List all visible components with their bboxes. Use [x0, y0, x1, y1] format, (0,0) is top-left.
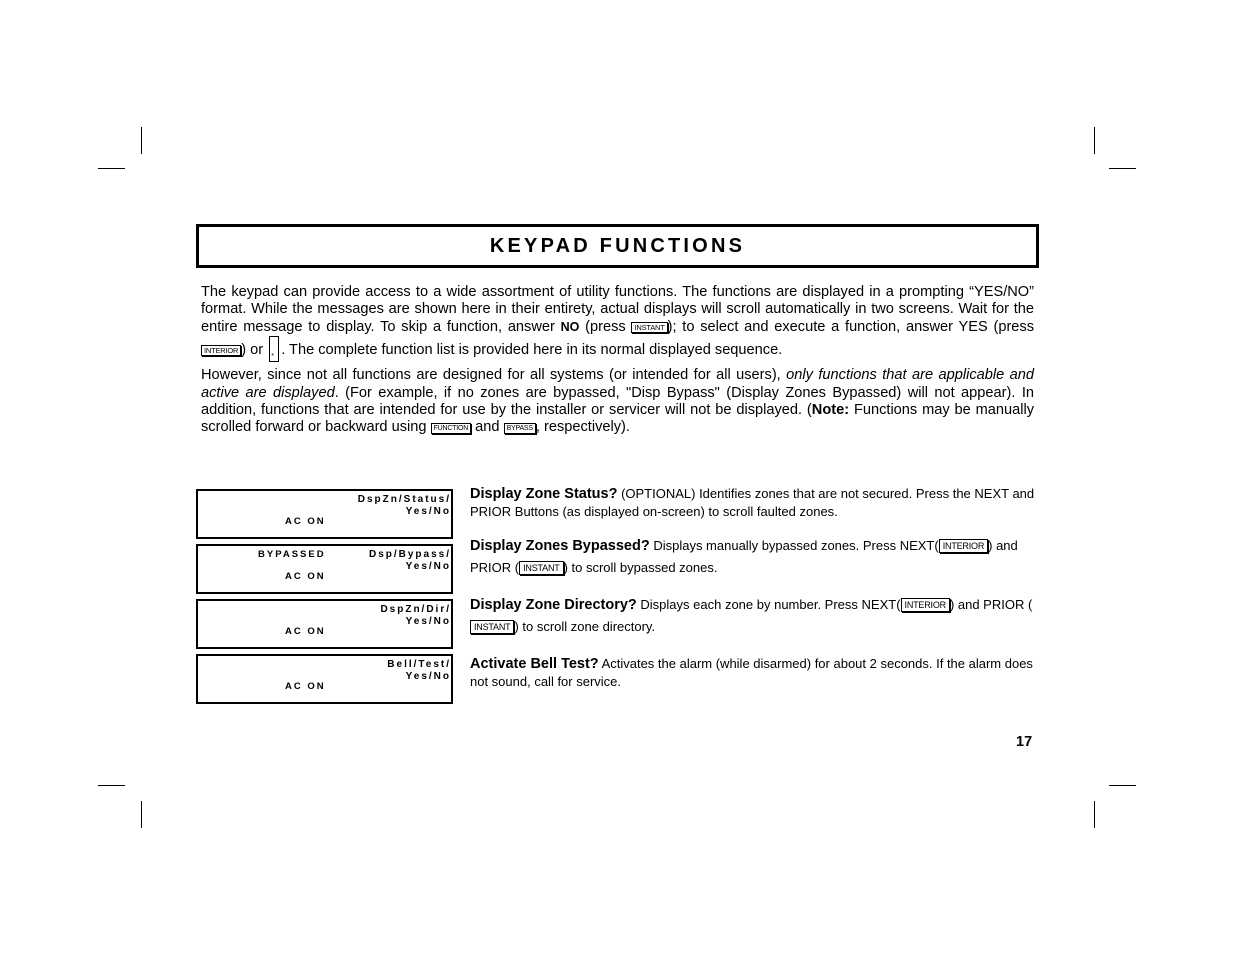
lcd-line-2: Yes/No — [405, 561, 451, 572]
function-text: ) to scroll zone directory. — [514, 619, 656, 634]
lcd-status: AC ON — [285, 626, 326, 637]
lcd-line-1: DspZn/Status/ — [357, 494, 451, 505]
crop-mark — [1109, 168, 1136, 169]
crop-mark — [141, 801, 142, 828]
crop-mark — [1094, 801, 1095, 828]
crop-mark — [1094, 127, 1095, 154]
function-description — [470, 535, 1040, 578]
function-heading: Display Zone Directory? — [470, 597, 637, 613]
function-heading: Activate Bell Test? — [470, 656, 599, 672]
intro-text-1: The keypad can provide access to a wide assortment of utility functions. The functions are displayed in a prompting “YES/NO” format. While the messages are shown here in their entirety, actual displays will scroll automatically in two screens. Wait for the entire message to display. To skip a function, answer — [201, 284, 1034, 335]
lcd-line-1: Dsp/Bypass/ — [368, 549, 451, 560]
lcd-prompt — [358, 494, 451, 518]
lcd-display — [196, 489, 453, 539]
intro-text-2: (press — [579, 318, 632, 335]
intro-paragraph — [201, 367, 1034, 437]
interior-key-icon: INTERIOR — [201, 345, 241, 356]
intro-text-9: and — [471, 419, 504, 436]
function-heading: Display Zones Bypassed? — [470, 538, 650, 554]
intro-text — [201, 284, 1034, 437]
lcd-status: AC ON — [285, 681, 326, 692]
intro-italic: only functions that are applicable and active are displayed — [201, 367, 1034, 401]
page-number: 17 — [1016, 734, 1033, 750]
function-text: ) and PRIOR ( — [470, 538, 1018, 575]
function-text: (OPTIONAL) Identifies zones that are not secured. Press the NEXT and PRIOR Buttons (as displayed on-screen) to scroll faulted zones. — [470, 486, 1035, 519]
star-key-icon — [269, 336, 279, 362]
intro-text-5: . The complete function list is provided here in its normal displayed sequence. — [281, 342, 783, 359]
crop-mark — [98, 168, 125, 169]
function-description — [470, 485, 1040, 520]
function-heading: Display Zone Status? — [470, 486, 618, 502]
lcd-status: AC ON — [285, 571, 326, 582]
function-text: Displays each zone by number. Press NEXT( — [636, 597, 901, 612]
function-key-icon: FUNCTION — [431, 423, 472, 434]
lcd-prompt — [387, 659, 451, 683]
instant-key-icon: INSTANT — [631, 322, 667, 333]
crop-mark — [98, 785, 125, 786]
note-label: Note: — [811, 402, 850, 419]
no-answer: NO — [560, 319, 580, 334]
lcd-prompt — [380, 604, 451, 628]
function-text: Displays manually bypassed zones. Press NEXT( — [649, 538, 939, 553]
page-title: KEYPAD FUNCTIONS — [489, 234, 746, 257]
function-text: ) and PRIOR ( — [949, 597, 1033, 612]
lcd-line-1: Bell/Test/ — [387, 659, 451, 670]
function-description — [470, 655, 1040, 690]
crop-mark — [141, 127, 142, 154]
bypass-key-icon: BYPASS — [504, 423, 536, 434]
intro-text-10: , respectively). — [535, 419, 630, 436]
lcd-prompt — [369, 549, 451, 573]
lcd-line-1: DspZn/Dir/ — [380, 604, 451, 615]
lcd-line-2: Yes/No — [405, 616, 451, 627]
lcd-display — [196, 544, 453, 594]
lcd-display — [196, 654, 453, 704]
lcd-status: AC ON — [285, 516, 326, 527]
function-text: Activates the alarm (while disarmed) for about 2 seconds. If the alarm does not sound, call for service. — [470, 656, 1033, 689]
title-box — [196, 224, 1039, 268]
lcd-line-2: Yes/No — [405, 671, 451, 682]
instant-key-icon: INSTANT — [519, 561, 563, 575]
interior-key-icon: INTERIOR — [939, 539, 988, 553]
star-key-label: * — [271, 353, 274, 361]
intro-text-6: However, since not all functions are designed for all systems (or intended for all users), — [201, 367, 787, 384]
function-text: ) to scroll bypassed zones. — [563, 560, 718, 575]
lcd-line-2: Yes/No — [405, 506, 451, 517]
intro-text-3: ); to select and execute a function, answer YES (press — [667, 318, 1035, 335]
function-description — [470, 594, 1040, 637]
intro-paragraph — [201, 284, 1034, 362]
lcd-bypassed: BYPASSED — [258, 549, 326, 560]
intro-text-7: . (For example, if no zones are bypassed, "Disp Bypass" (Display Zones Bypassed) will not appear). In addition, functions that are intended for use by the installer or servicer will not be displayed. ( — [201, 384, 1034, 419]
lcd-display — [196, 599, 453, 649]
instant-key-icon: INSTANT — [470, 620, 514, 634]
crop-mark — [1109, 785, 1136, 786]
intro-text-8: Functions may be manually scrolled forward or backward using — [201, 402, 1035, 436]
interior-key-icon: INTERIOR — [901, 598, 950, 612]
intro-text-4: ) or — [241, 342, 268, 359]
